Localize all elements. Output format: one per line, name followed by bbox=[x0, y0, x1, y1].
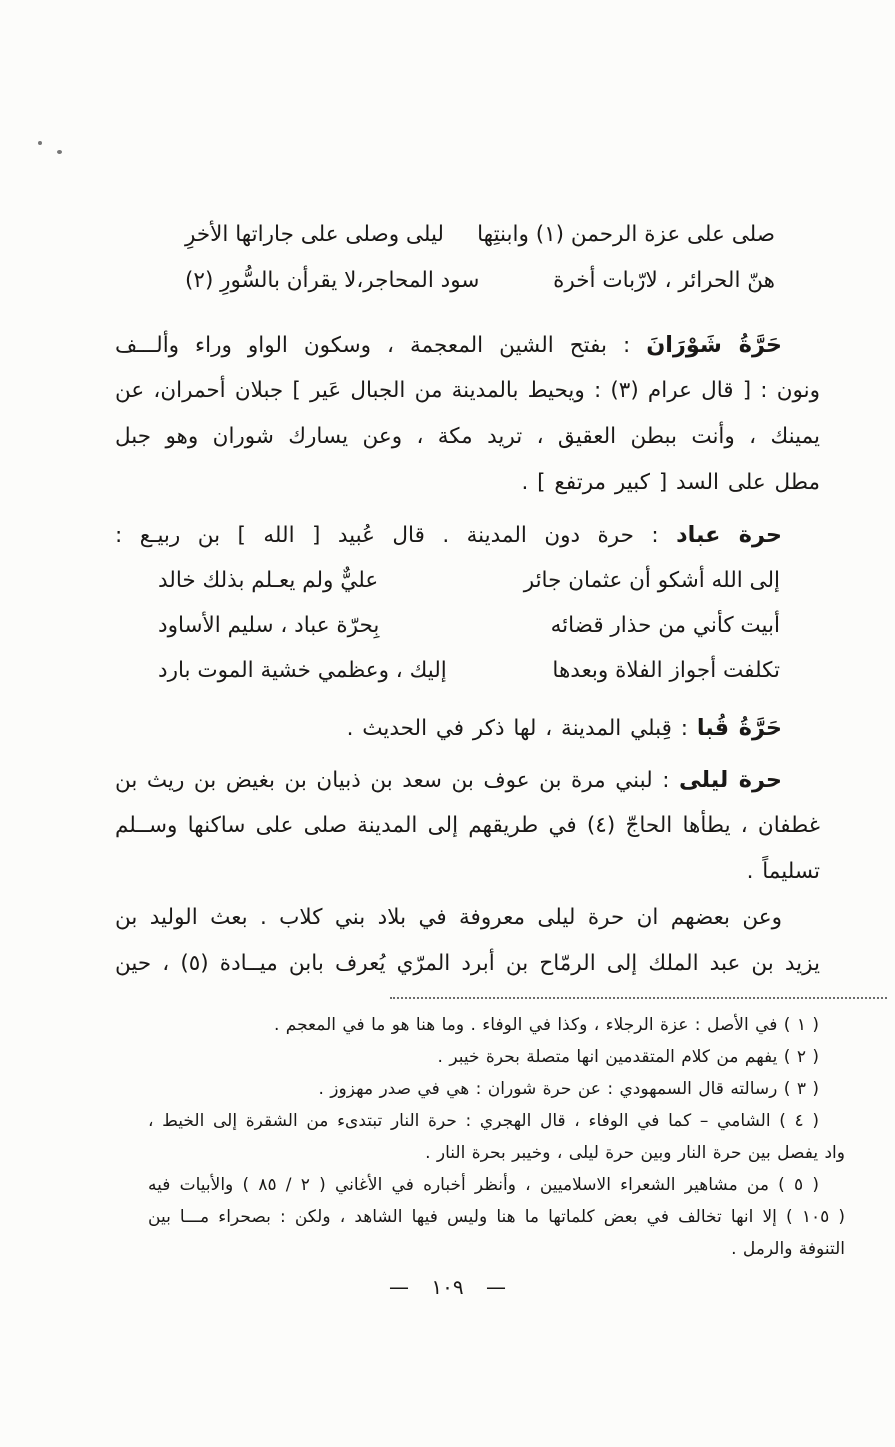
verse-row bbox=[158, 648, 780, 693]
text-line: يمينك ، وأنت ببطن العقيق ، تريد مكة ، وعن يسارك شوران وهو جبل bbox=[115, 424, 820, 449]
entry-harrat-quba bbox=[115, 705, 820, 751]
entry-heading-shawran: حَرَّةُ شَوْرَانَ bbox=[646, 332, 783, 358]
verse-row bbox=[158, 558, 780, 603]
opening-poem bbox=[185, 212, 775, 304]
verse-row bbox=[185, 258, 775, 304]
verse-row bbox=[185, 212, 775, 258]
text-line bbox=[115, 512, 820, 558]
footnotes-block bbox=[148, 1009, 845, 1265]
hemistich-right: إلى الله أشكو أن عثمان جائر bbox=[523, 568, 780, 593]
text-run: : بفتح الشين المعجمة ، وسكون الواو وراء وألـــف bbox=[115, 333, 647, 358]
footnote-4-line: ( ٤ ) الشامي – كما في الوفاء ، قال الهجري : حرة النار تبتدىء من الشقرة إلى الخيط ، bbox=[148, 1111, 819, 1131]
abbad-poem bbox=[158, 558, 780, 693]
text-line: ونون : [ قال عرام (٣) : ويحيط بالمدينة من الجبال عَير ] جبلان أحمران، عن bbox=[115, 378, 820, 403]
footnote-4-line: واد يفصل بين حرة النار وبين حرة ليلى ، وخيبر بحرة النار . bbox=[425, 1143, 845, 1163]
hemistich-left: بِحرّة عباد ، سليم الأساود bbox=[158, 613, 380, 638]
hemistich-right: صلى على عزة الرحمن (١) وابنتِها bbox=[477, 222, 775, 247]
paragraph-ibn-mayyada bbox=[115, 895, 820, 987]
entry-heading-abbad: حرة عباد bbox=[676, 522, 783, 548]
scan-noise-dot bbox=[57, 150, 62, 154]
entry-harrat-layla bbox=[115, 757, 820, 895]
text-line: تسليماً . bbox=[746, 859, 820, 884]
text-line bbox=[115, 322, 820, 368]
footnote-3-line: ( ٣ ) رسالته قال السمهودي : عن حرة شوران : هي في صدر مهزوز . bbox=[318, 1079, 819, 1099]
entry-harrat-shawran bbox=[115, 322, 820, 506]
footnote-separator-rule bbox=[390, 997, 887, 999]
text-line: مطل على السد [ كبير مرتفع ] . bbox=[521, 470, 820, 495]
hemistich-left: عليٌّ ولم يعـلم بذلك خالد bbox=[158, 568, 379, 593]
footnote-5-line: ( ١٠٥ ) إلا انها تخالف في بعض كلماتها ما هنا وليس فيها الشاهد ، ولكن : بصحراء مـــا بين bbox=[148, 1207, 845, 1227]
footnote-5-line: ( ٥ ) من مشاهير الشعراء الاسلاميين ، وأنظر أخباره في الأغاني ( ٢ / ٨٥ ) والأبيات فيه bbox=[148, 1175, 819, 1195]
text-line: غطفان ، يطأها الحاجّ (٤) في طريقهم إلى المدينة صلى على ساكنها وســلم bbox=[115, 813, 820, 838]
verse-row bbox=[158, 603, 780, 648]
hemistich-right: هنّ الحرائر ، لارّبات أخرة bbox=[553, 268, 775, 293]
page-number: — ١٠٩ — bbox=[389, 1275, 506, 1299]
hemistich-left: سود المحاجر،لا يقرأن بالسُّورِ (٢) bbox=[185, 268, 480, 293]
text-line: يزيد بن عبد الملك إلى الرمّاح بن أبرد المرّي يُعرف بابن ميــادة (٥) ، حين bbox=[115, 951, 820, 976]
hemistich-right: تكلفت أجواز الفلاة وبعدها bbox=[552, 658, 780, 683]
hemistich-left: ليلى وصلى على جاراتها الأخرِ bbox=[185, 222, 444, 247]
footnote-2-line: ( ٢ ) يفهم من كلام المتقدمين انها متصلة بحرة خيبر . bbox=[437, 1047, 819, 1067]
hemistich-left: إليك ، وعظمي خشية الموت بارد bbox=[158, 658, 447, 683]
text-run: : لبني مرة بن عوف بن سعد بن ذبيان بن بغيض بن ريث بن bbox=[115, 768, 680, 793]
footnote-5-line: التنوفة والرمل . bbox=[731, 1239, 845, 1259]
entry-heading-layla: حرة ليلى bbox=[679, 767, 783, 793]
footnote-1-line: ( ١ ) في الأصل : عزة الرجلاء ، وكذا في الوفاء . وما هنا هو ما في المعجم . bbox=[273, 1015, 819, 1035]
text-run: : قِبلي المدينة ، لها ذكر في الحديث . bbox=[346, 716, 697, 741]
entry-heading-quba: حَرَّةُ قُبا bbox=[696, 715, 782, 741]
text-line: وعن بعضهم ان حرة ليلى معروفة في بلاد بني كلاب . بعث الوليد بن bbox=[115, 905, 782, 930]
hemistich-right: أبيت كأني من حذار قضائه bbox=[550, 613, 780, 638]
entry-harrat-abbad bbox=[115, 512, 820, 558]
text-line bbox=[115, 757, 820, 803]
scan-noise-dot bbox=[38, 141, 42, 145]
text-run: : حرة دون المدينة . قال عُبيد [ الله ] بن ربيـع : bbox=[115, 523, 677, 548]
text-line bbox=[115, 705, 820, 751]
